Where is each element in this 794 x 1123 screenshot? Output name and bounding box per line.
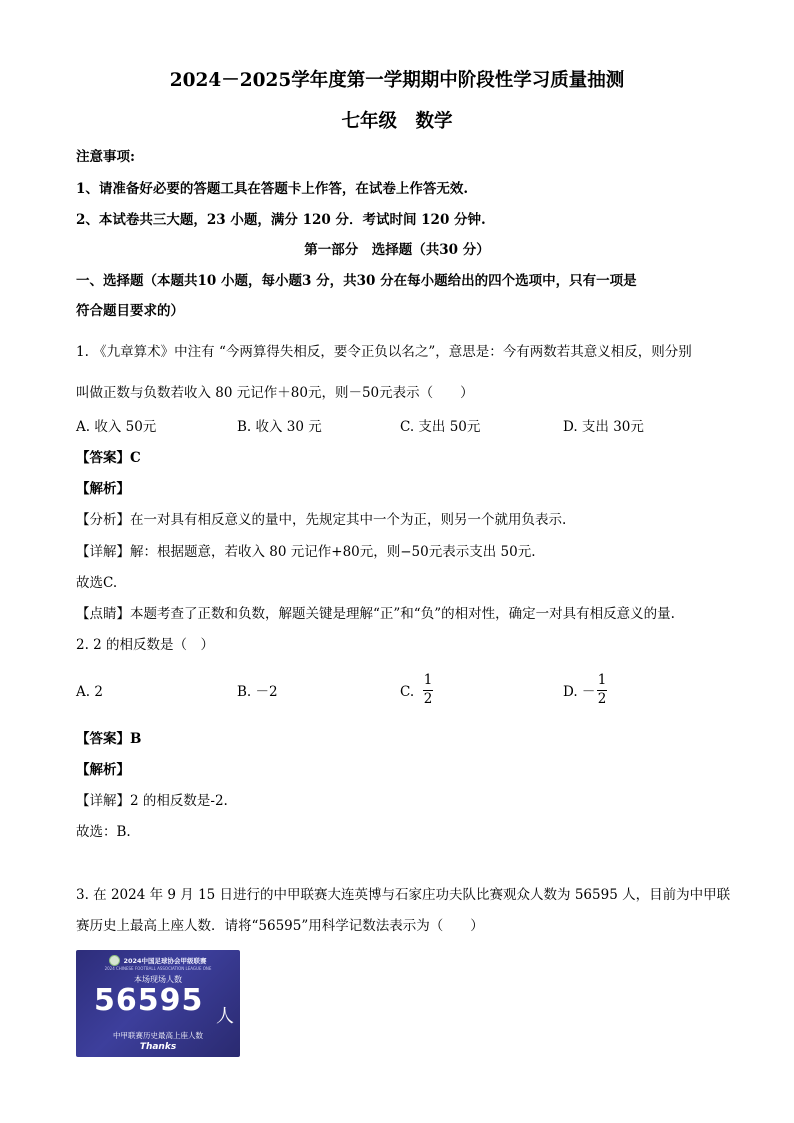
poster-header-subtext: 2024 CHINESE FOOTBALL ASSOCIATION LEAGUE ONE bbox=[104, 966, 212, 971]
poster-header bbox=[76, 955, 240, 965]
poster-attendance-number: 56595 bbox=[94, 983, 204, 1018]
q1-stem-line1: 1. 《九章算术》中注有 “今两算得失相反，要令正负以名之”，意思是：今有两数若其意义相反，则分别 bbox=[76, 344, 692, 360]
poster-label: 本场现场人数 bbox=[134, 975, 182, 984]
league-logo-icon bbox=[109, 955, 120, 966]
q2-option-a: A. 2 bbox=[76, 684, 103, 700]
part1-instructions-line2: 符合题目要求的） bbox=[76, 303, 184, 319]
poster-unit: 人 bbox=[216, 1006, 234, 1027]
q2-option-d-prefix: D. － bbox=[563, 684, 596, 700]
fraction-denominator: 2 bbox=[597, 691, 607, 707]
poster-header-text: 2024中国足球协会甲级联赛 bbox=[123, 956, 207, 965]
notice-heading: 注意事项: bbox=[76, 149, 135, 165]
q2-answer: 【答案】B bbox=[76, 731, 142, 747]
q2-option-c-prefix: C. bbox=[400, 684, 415, 700]
q1-analysis: 【分析】在一对具有相反意义的量中，先规定其中一个为正，则另一个就用负表示. bbox=[76, 512, 567, 528]
q3-stem-line2: 赛历史上最高上座人数．请将“56595”用科学记数法表示为（ ） bbox=[76, 918, 484, 934]
q3-stem-line1: 3. 在 2024 年 9 月 15 日进行的中甲联赛大连英博与石家庄功夫队比赛观众人数为 56595 人，目前为中甲联 bbox=[76, 887, 731, 903]
part1-heading: 第一部分 选择题（共30 分） bbox=[304, 242, 490, 258]
q2-option-b: B. －2 bbox=[237, 684, 278, 700]
fraction-denominator: 2 bbox=[423, 691, 433, 707]
exam-title: 2024－2025学年度第一学期期中阶段性学习质量抽测 bbox=[169, 70, 625, 91]
attendance-poster-image bbox=[76, 950, 240, 1057]
q1-option-c: C. 支出 50元 bbox=[400, 419, 481, 435]
poster-caption: 中甲联赛历史最高上座人数 bbox=[113, 1031, 203, 1040]
fraction-numerator: 1 bbox=[597, 672, 607, 688]
poster-thanks: Thanks bbox=[139, 1042, 177, 1052]
q1-analysis-tag: 【解析】 bbox=[76, 481, 130, 497]
part1-instructions-line1: 一、选择题（本题共10 小题，每小题3 分，共30 分在每小题给出的四个选项中，只有一项是 bbox=[76, 273, 637, 289]
q1-stem-line2: 叫做正数与负数若收入 80 元记作＋80元，则－50元表示（ ） bbox=[76, 385, 474, 401]
q2-analysis-tag: 【解析】 bbox=[76, 762, 130, 778]
q1-answer: 【答案】C bbox=[76, 450, 141, 466]
notice-item-1: 1、请准备好必要的答题工具在答题卡上作答，在试卷上作答无效. bbox=[76, 181, 469, 197]
q1-option-a: A. 收入 50元 bbox=[76, 419, 157, 435]
q1-option-d: D. 支出 30元 bbox=[563, 419, 644, 435]
q1-option-b: B. 收入 30 元 bbox=[237, 419, 322, 435]
q2-conclusion: 故选：B. bbox=[76, 824, 131, 840]
exam-subtitle: 七年级 数学 bbox=[341, 111, 453, 132]
q2-stem: 2. 2 的相反数是（ ） bbox=[76, 637, 215, 653]
fraction-numerator: 1 bbox=[423, 672, 433, 688]
notice-item-2: 2、本试卷共三大题，23 小题，满分 120 分．考试时间 120 分钟. bbox=[76, 212, 486, 228]
q1-comment: 【点睛】本题考查了正数和负数，解题关键是理解“正”和“负”的相对性，确定一对具有相反意义的量. bbox=[76, 606, 675, 622]
q1-conclusion: 故选C. bbox=[76, 575, 118, 591]
q1-detail: 【详解】解：根据题意，若收入 80 元记作+80元，则−50元表示支出 50元. bbox=[76, 544, 536, 560]
q2-detail: 【详解】2 的相反数是-2. bbox=[76, 793, 228, 809]
